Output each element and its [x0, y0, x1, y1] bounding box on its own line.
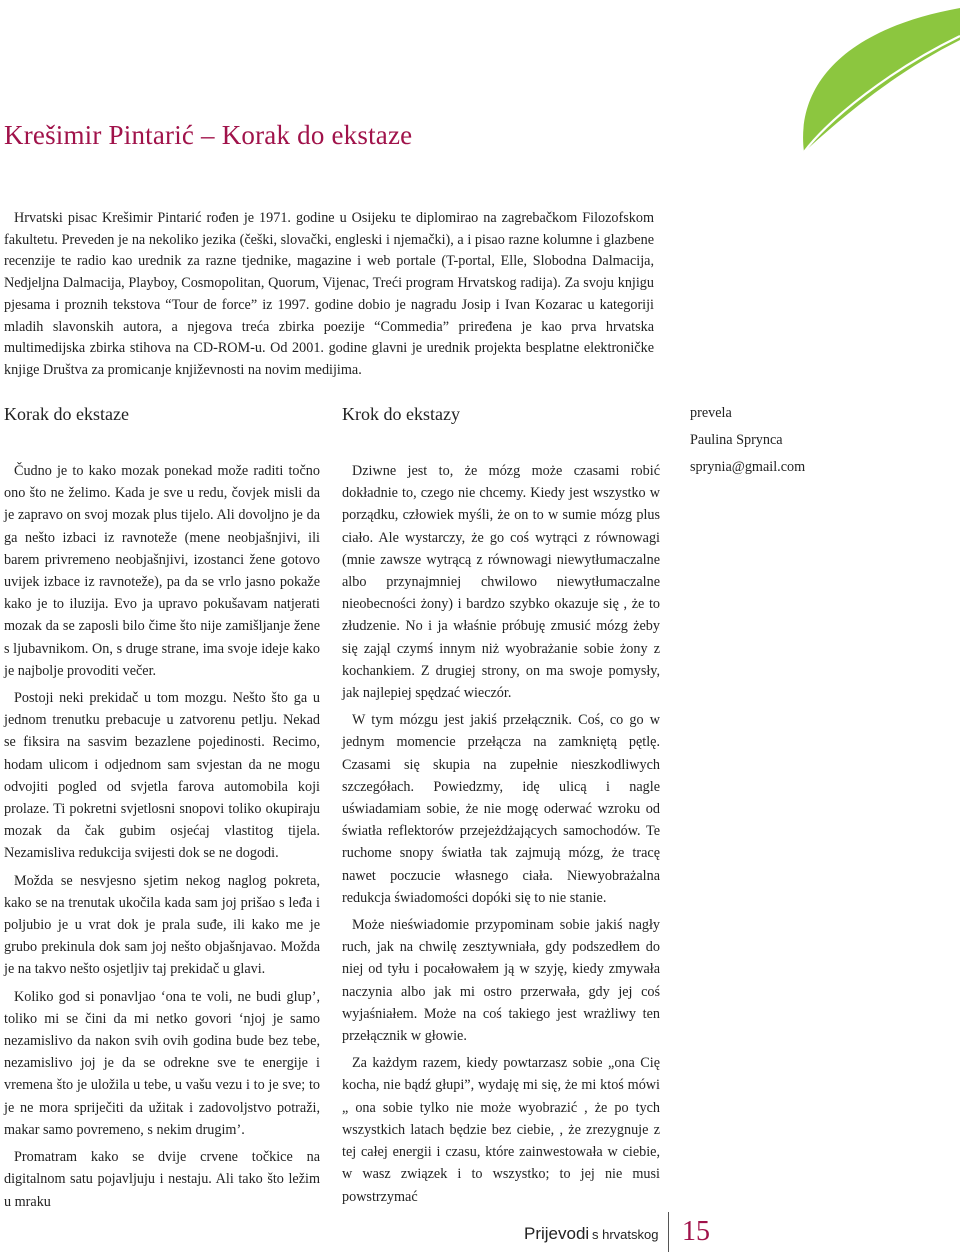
- polish-paragraph: Może nieświadomie przypominam sobie jakiś nagły ruch, jak na chwilę zesztywniała, gdy podszedłem do niej od tyłu i pocałowałem ją w szyję, kiedy zmywała naczynia albo jak mi ostro przerwała, gdy jej coś wyjaśniałem. Może na coś takiego jest wrażliwy ten przełącznik w głowie.: [342, 917, 660, 1045]
- croatian-paragraph: Promatram kako se dvije crvene točkice na digitalnom satu pojavljuju i nestaju. Ali tako što ležim u mraku: [4, 1149, 320, 1210]
- polish-paragraph: Za każdym razem, kiedy powtarzasz sobie „ona Cię kocha, nie bądź głupi”, wydaję mi się, że mi ktoś mówi „ ona sobie tylko nie może wyobrazić , że po tych wszystkich latach będzie bez ciebie, , że zrezygnuje z tej całej energii i czasu, które zainwestowała w ciebie, w wasz związek i to wszystko; to jej nie musi powstrzymać: [342, 1055, 660, 1205]
- translator-label: prevela: [690, 405, 732, 421]
- footer-divider: [668, 1212, 669, 1252]
- croatian-paragraph: Postoji neki prekidač u tom mozgu. Nešto što ga u jednom trenutku prebacuje u zatvorenu petlju. Nekad se fiksira na sasvim bezazlene pojedinosti. Recimo, hodam ulicom i odjednom sam svjestan da ne mogu odvojiti pogled od svjetla farova automobila koji prolaze. Ti pokretni svjetlosni snopovi toliko okupiraju mozak da čak gubim osjećaj vlastitog tijela. Nezamisliva redukcija svijesti dok se ne dogodi.: [4, 690, 320, 862]
- translator-info: [680, 402, 830, 484]
- page-number: 15: [682, 1216, 710, 1247]
- polish-paragraph: W tym mózgu jest jakiś przełącznik. Coś, co go w jednym momencie przełącza na zamkniętą pętlę. Czasami się skupia na zupełnie nieszkodliwych szczegółach. Powiedzmy, idę ulicą i nagle uświadamiam sobie, że nie mogę oderwać wzroku od światła reflektorów przejeżdżających samochodów. Te ruchome snopy światła tak zajmują mózg, że tracę nawet poczucie własnego ciała. Niewyobrażalna redukcja świadomości dopóki się to nie stanie.: [342, 712, 660, 906]
- croatian-paragraph: Možda se nesvjesno sjetim nekog naglog pokreta, kako se na trenutak ukočila kada sam joj prišao s leđa i poljubio je u vrat dok je prala suđe, ili kako me je grubo prekinula dok sam joj nešto objašnjavao. Možda je na takvo nešto osjetljiv taj prekidač u glavi.: [4, 872, 320, 978]
- author-bio: Hrvatski pisac Krešimir Pintarić rođen je 1971. godine u Osijeku te diplomirao na zagrebačkom Filozofskom fakultetu. Preveden je na nekoliko jezika (češki, slovački, engleski i njemački), a i pisao razne kolumne i glazbene recenzije te radio kao urednik za razne tjednike, magazine i web portale (T-portal, Elle, Slobodna Dalmacija, Nedjeljna Dalmacija, Playboy, Cosmopolitan, Quorum, Vijenac, Treći program Hrvatskog radija). Za svoju knjigu pjesama i proznih tekstova “Tour de force” iz 1997. godine dobio je nagradu Josip i Ivan Kozarac u kategoriji mladih slavonskih autora, a njegova treća zbirka poezije “Commedia” priređena je kao prva hrvatska multimedijska zbirka stihova na CD-ROM-u. Od 2001. godine glavni je urednik projekta besplatne elektroničke knjige Društva za promicanje književnosti na novim medijima.: [4, 210, 654, 378]
- article-title: Krešimir Pintarić – Korak do ekstaze: [4, 120, 413, 150]
- polish-heading: Krok do ekstazy: [342, 404, 460, 424]
- leaf-icon: [790, 0, 960, 160]
- translator-name: Paulina Sprynca: [690, 432, 783, 449]
- polish-paragraph: Dziwne jest to, że mózg może czasami robić dokładnie to, czego nie chcemy. Kiedy jest wszystko w porządku, człowiek myśli, że on to w sumie mózg plus ciało. Ale wystarczy, że go coś wytrąci z równowagi (mnie zawsze wytrącą z równowagi niewytłumaczalne albo przynajmniej chwilowo niewytłumaczalne nieobecności żony) i bardzo szybko okazuje się , że to złudzenie. No i ja właśnie próbuję zmusić mózg żeby się zająl czymś innym niż wyobrażanie sobie żony z kochankiem. Z drugiej strony, on ma swoje pomysły, jak najlepiej spędzać wieczór.: [342, 463, 660, 702]
- croatian-paragraph: Koliko god si ponavljao ‘ona te voli, ne budi glup’, toliko mi se čini da mi netko govori ‘njoj je samo nezamislivo da nakon svih ovih godina bude bez tebe, nezamislivo joj je da se odrekne sve te energije i vremena što je uložila u tebe, u vašu vezu i to je sve; to je ne mora spriječiti da užitak i zadovoljstvo potraži, makar samo povremeno, s nekim drugim’.: [4, 988, 320, 1138]
- polish-column: [342, 402, 660, 1213]
- croatian-heading: Korak do ekstaze: [4, 404, 129, 424]
- croatian-paragraph: Čudno je to kako mozak ponekad može raditi točno ono što ne želimo. Kada je sve u redu, čovjek misli da je zapravo on svoj mozak plus tijelo. Ali dovoljno je da ga nešto izbaci iz ravnoteže (mene neobjašnjivi, ili barem privremeno neobjašnjivi, izostanci žene gotovo uvijek izbace iz ravnoteže), pa da se vrlo jasno pokaže kako je to iluzija. Evo ja upravo pokušavam natjerati mozak da se zaposli bilo čime što nije zamišljanje žene s ljubavnikom. On, s druge strane, ima svoje ideje kako je najbolje provoditi večer.: [4, 463, 320, 679]
- croatian-column: [4, 402, 320, 1218]
- footer-brand: Prijevodi: [524, 1224, 590, 1243]
- translator-email[interactable]: sprynia@gmail.com: [690, 459, 806, 476]
- page-footer: [520, 1212, 960, 1252]
- footer-subtitle: s hrvatskog: [592, 1227, 659, 1242]
